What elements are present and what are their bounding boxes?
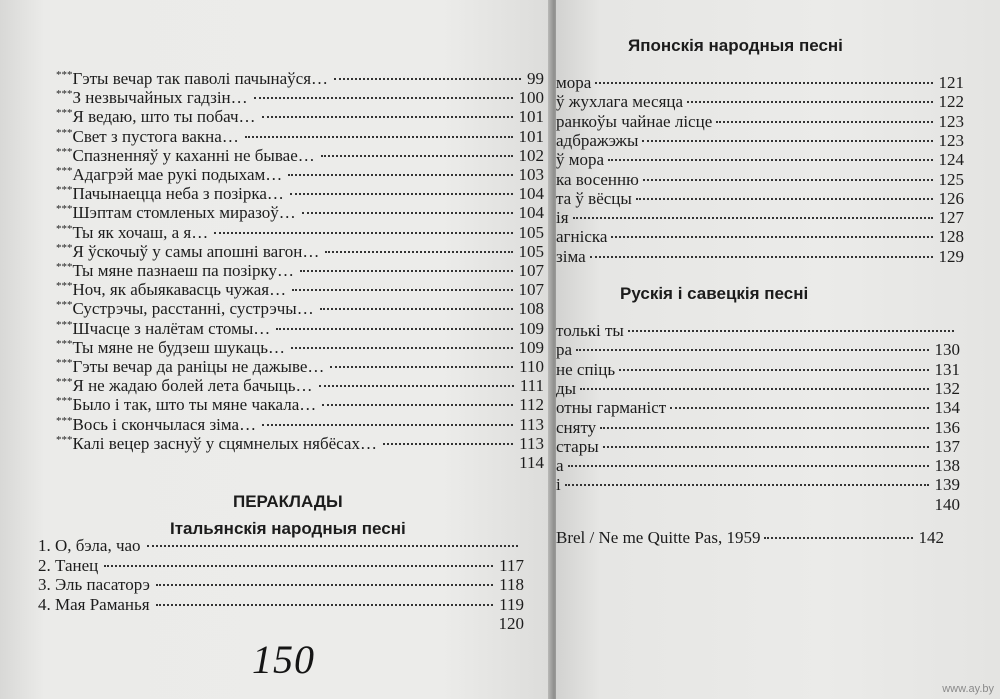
- toc-entry-page: 111: [519, 376, 544, 396]
- toc-entry-page: 107: [518, 261, 544, 280]
- toc-entry: [556, 339, 960, 360]
- toc-leader-dots: [292, 289, 512, 291]
- toc-leader-dots: [330, 366, 513, 368]
- toc-entry-title: ды: [556, 378, 577, 398]
- toc-entry-page: 101: [518, 126, 544, 146]
- toc-entry-title: Пачынаецца неба з позірка…: [72, 184, 284, 204]
- toc-entry-page: 99: [527, 69, 544, 88]
- toc-leader-dots: [290, 193, 513, 195]
- toc-entry-page: 105: [518, 241, 544, 261]
- toc-entry-stars: ***: [56, 145, 73, 158]
- toc-entry-stars: ***: [56, 184, 73, 197]
- toc-entry-title: З незвычайных гадзін…: [72, 88, 248, 108]
- toc-entry-title: Было і так, што ты мяне чакала…: [72, 395, 317, 415]
- toc-leader-dots: [262, 116, 513, 118]
- toc-entry: [556, 378, 960, 399]
- subsection-title-italian: Італьянскія народныя песні: [170, 519, 406, 538]
- toc-entry-title: та ў вёсцы: [556, 188, 632, 208]
- toc-entry: [556, 72, 964, 93]
- toc-entry-page: 123: [938, 111, 964, 131]
- toc-entry: [556, 359, 960, 380]
- toc-entry-title: Я ведаю, што ты побач…: [72, 107, 256, 127]
- toc-leader-dots: [568, 465, 929, 467]
- toc-leader-dots: [321, 155, 513, 157]
- toc-entry-title: мора: [556, 73, 592, 92]
- toc-entry-stars: ***: [56, 280, 73, 293]
- toc-entry-stars: ***: [56, 299, 73, 312]
- toc-leader-dots: [320, 308, 513, 310]
- toc-leader-dots: [156, 584, 493, 586]
- toc-entry: [56, 145, 544, 166]
- toc-entry-page: 134: [934, 398, 960, 418]
- toc-entry-title: ранкоўы чайнае лісце: [556, 111, 713, 131]
- toc-entry: [56, 318, 544, 339]
- toc-leader-dots: [322, 404, 513, 406]
- toc-entry-title: Вось і скончылася зіма…: [72, 414, 257, 434]
- toc-leader-dots: [590, 256, 933, 258]
- toc-entry-page: 102: [518, 145, 544, 165]
- toc-entry-stars: ***: [56, 69, 73, 81]
- toc-leader-dots: [716, 121, 932, 123]
- toc-leader-dots: [628, 330, 954, 332]
- toc-entry: [556, 320, 960, 341]
- toc-entry-title: Ты мяне не будзеш шукаць…: [72, 337, 285, 357]
- toc-entry: [556, 474, 960, 495]
- section-title-russian: Рускія і савецкія песні: [620, 284, 809, 303]
- toc-entry-title: адбражэжы: [556, 130, 639, 150]
- toc-leader-dots: [319, 385, 514, 387]
- toc-leader-dots: [565, 484, 929, 486]
- toc-entry: [556, 207, 964, 228]
- toc-entry: [38, 555, 524, 576]
- toc-entry-page: 122: [938, 92, 964, 112]
- toc-entry: [38, 594, 524, 615]
- toc-entry: [56, 183, 544, 204]
- toc-leader-dots: [643, 179, 933, 181]
- toc-entry: [56, 279, 544, 300]
- toc-entry-page: 113: [519, 414, 544, 434]
- toc-entry-stars: ***: [56, 318, 73, 331]
- toc-entry-title: Калі вецер заснуў у сцямнелых нябёсах…: [72, 433, 377, 453]
- toc-leader-dots: [670, 407, 928, 409]
- toc-entry-page: 114: [519, 453, 544, 472]
- toc-entry-title: і: [556, 475, 561, 495]
- toc-entry-page: 137: [934, 436, 960, 456]
- toc-entry-stars: ***: [56, 203, 73, 216]
- toc-entry-page: 117: [499, 555, 524, 575]
- toc-entry-title: Brel / Ne me Quitte Pas, 1959: [556, 528, 761, 547]
- toc-entry-page: 104: [518, 203, 544, 223]
- toc-entry: [556, 111, 964, 132]
- toc-entry-title: ў жухлага месяца: [556, 92, 684, 112]
- toc-entry-title: сняту: [556, 417, 597, 437]
- toc-entry-title: Свет з пустога вакна…: [72, 126, 239, 146]
- toc-entry-page: 132: [934, 378, 960, 398]
- toc-entry-page: 119: [499, 594, 524, 614]
- toc-entry: [56, 241, 544, 262]
- toc-entry: [38, 613, 524, 634]
- toc-entry-page: 113: [519, 433, 544, 453]
- toc-entry-title: 1. О, бэла, чао: [38, 536, 141, 555]
- toc-entry: [556, 397, 960, 418]
- toc-entry-page: 123: [938, 130, 964, 150]
- toc-entry: [56, 414, 544, 435]
- toc-leader-dots: [608, 159, 932, 161]
- toc-entry-title: Гэты вечар так паволі пачынаўся…: [72, 69, 329, 88]
- toc-entry-title: Спазненняў у каханні не бывае…: [72, 145, 315, 165]
- toc-entry: [556, 246, 964, 267]
- toc-entry-page: 126: [938, 188, 964, 208]
- toc-entry: [56, 260, 544, 281]
- toc-leader-dots: [636, 198, 933, 200]
- toc-entry-title: Гэты вечар да раніцы не дажыве…: [72, 357, 325, 376]
- toc-entry-title: агніска: [556, 227, 608, 247]
- toc-entry-title: 3. Эль пасаторэ: [38, 575, 150, 594]
- toc-leader-dots: [580, 388, 928, 390]
- toc-entry-page: 130: [934, 340, 960, 360]
- toc-entry-stars: ***: [56, 126, 73, 139]
- toc-entry-stars: ***: [56, 241, 73, 254]
- toc-entry-page: 108: [518, 299, 544, 319]
- toc-entry-title: Шэптам стомленых миразоў…: [72, 203, 296, 223]
- toc-entry: [556, 527, 944, 548]
- toc-entry-title: 2. Танец: [38, 555, 99, 575]
- toc-entry-title: не спіць: [556, 359, 616, 379]
- toc-leader-dots: [576, 349, 928, 351]
- toc-entry-stars: ***: [56, 414, 73, 427]
- toc-entry: [38, 535, 524, 556]
- toc-entry-stars: ***: [56, 395, 73, 408]
- toc-leader-dots: [687, 101, 932, 103]
- toc-entry: [56, 375, 544, 396]
- toc-entry-stars: ***: [56, 107, 73, 120]
- toc-leader-dots: [291, 347, 513, 349]
- toc-leader-dots: [156, 604, 494, 606]
- toc-entry-title: Ноч, як абыякавасць чужая…: [72, 280, 287, 300]
- toc-entry-title: Шчасце з налётам стомы…: [72, 318, 271, 338]
- toc-entry: [556, 169, 964, 190]
- section-title-japanese: Японскія народныя песні: [628, 36, 843, 55]
- toc-leader-dots: [600, 427, 928, 429]
- toc-entry-title: 4. Мая Раманья: [38, 594, 150, 614]
- toc-entry-page: 136: [934, 417, 960, 437]
- toc-entry-page: 107: [518, 280, 544, 300]
- toc-entry-stars: ***: [56, 261, 73, 273]
- toc-leader-dots: [619, 369, 928, 371]
- toc-leader-dots: [302, 212, 513, 214]
- toc-entry: [556, 130, 964, 151]
- toc-entry: [56, 337, 544, 358]
- toc-entry-title: ка восенню: [556, 169, 639, 189]
- toc-entry: [556, 417, 960, 438]
- toc-entry-page: 105: [518, 222, 544, 242]
- toc-entry-page: 142: [918, 528, 944, 547]
- toc-entry-stars: ***: [56, 357, 73, 369]
- toc-leader-dots: [104, 565, 493, 567]
- toc-leader-dots: [383, 443, 513, 445]
- toc-entry-page: 121: [938, 73, 964, 92]
- toc-entry-title: зіма: [556, 246, 586, 266]
- page-folio: 150: [252, 637, 315, 682]
- toc-entry-page: 118: [499, 575, 524, 594]
- toc-entry: [56, 452, 544, 473]
- toc-entry-title: Ты як хочаш, а я…: [72, 222, 209, 242]
- section-title-translations: ПЕРАКЛАДЫ: [233, 492, 343, 511]
- right-page: [556, 0, 1000, 699]
- toc-entry: [556, 494, 960, 515]
- toc-entry-page: 124: [938, 150, 964, 170]
- toc-entry: [556, 455, 960, 476]
- toc-leader-dots: [254, 97, 513, 99]
- toc-entry: [56, 68, 544, 89]
- toc-entry: [56, 164, 544, 185]
- toc-entry: [56, 106, 544, 127]
- toc-entry-page: 104: [518, 184, 544, 204]
- toc-leader-dots: [245, 136, 513, 138]
- toc-entry-title: Я ўскочыў у самы апошні вагон…: [72, 241, 320, 261]
- toc-entry-title: Я не жадаю болей лета бачыць…: [72, 376, 313, 396]
- toc-entry-stars: ***: [56, 165, 73, 177]
- toc-leader-dots: [147, 545, 518, 547]
- toc-leader-dots: [611, 236, 932, 238]
- toc-entry-page: 140: [934, 494, 960, 514]
- toc-entry-title: стары: [556, 436, 599, 456]
- toc-entry: [56, 126, 544, 147]
- toc-leader-dots: [262, 424, 513, 426]
- toc-entry-title: ў мора: [556, 150, 605, 170]
- toc-entry: [38, 574, 524, 595]
- toc-entry-title: толькі ты: [556, 321, 624, 340]
- toc-entry-page: 120: [498, 614, 524, 633]
- toc-entry-title: отны гарманіст: [556, 398, 667, 418]
- toc-leader-dots: [214, 232, 512, 234]
- toc-entry-title: Сустрэчы, расстанні, сустрэчы…: [72, 299, 314, 319]
- toc-entry-stars: ***: [56, 337, 73, 350]
- toc-entry-page: 109: [518, 318, 544, 338]
- toc-entry: [56, 433, 544, 454]
- toc-entry: [556, 226, 964, 247]
- toc-leader-dots: [642, 140, 932, 142]
- toc-leader-dots: [595, 82, 932, 84]
- toc-entry-title: Адагрэй мае рукі подыхам…: [72, 165, 283, 184]
- toc-entry: [56, 298, 544, 319]
- toc-entry: [556, 91, 964, 112]
- toc-entry: [56, 394, 544, 415]
- toc-entry: [56, 222, 544, 243]
- toc-entry: [556, 188, 964, 209]
- toc-entry: [56, 356, 544, 377]
- toc-entry-stars: ***: [56, 433, 73, 446]
- toc-entry-page: 110: [519, 357, 544, 376]
- toc-leader-dots: [288, 174, 512, 176]
- toc-entry-page: 139: [934, 475, 960, 495]
- toc-entry: [56, 87, 544, 108]
- toc-entry-page: 125: [938, 169, 964, 189]
- toc-entry-page: 129: [938, 246, 964, 266]
- toc-leader-dots: [334, 78, 521, 80]
- toc-entry-page: 112: [519, 395, 544, 415]
- toc-leader-dots: [276, 328, 512, 330]
- toc-leader-dots: [764, 537, 912, 539]
- toc-leader-dots: [603, 446, 929, 448]
- toc-entry-title: ія: [556, 208, 569, 228]
- toc-entry-page: 127: [938, 208, 964, 228]
- toc-entry-page: 128: [938, 227, 964, 247]
- toc-entry-page: 109: [518, 337, 544, 357]
- toc-entry-page: 103: [518, 165, 544, 184]
- toc-entry: [56, 202, 544, 223]
- toc-entry-page: 138: [934, 456, 960, 476]
- toc-entry-page: 131: [934, 359, 960, 379]
- toc-entry-title: а: [556, 456, 564, 476]
- watermark: www.ay.by: [942, 683, 994, 695]
- toc-entry-stars: ***: [56, 222, 73, 235]
- toc-leader-dots: [573, 217, 933, 219]
- toc-entry-title: ра: [556, 340, 573, 360]
- toc-entry-stars: ***: [56, 88, 73, 101]
- toc-entry: [556, 149, 964, 170]
- toc-entry: [556, 436, 960, 457]
- toc-leader-dots: [325, 251, 512, 253]
- toc-entry-page: 101: [518, 107, 544, 127]
- toc-entry-page: 100: [518, 88, 544, 108]
- toc-entry-stars: ***: [56, 376, 73, 389]
- toc-leader-dots: [300, 270, 512, 272]
- toc-entry-title: Ты мяне пазнаеш па позірку…: [72, 261, 295, 280]
